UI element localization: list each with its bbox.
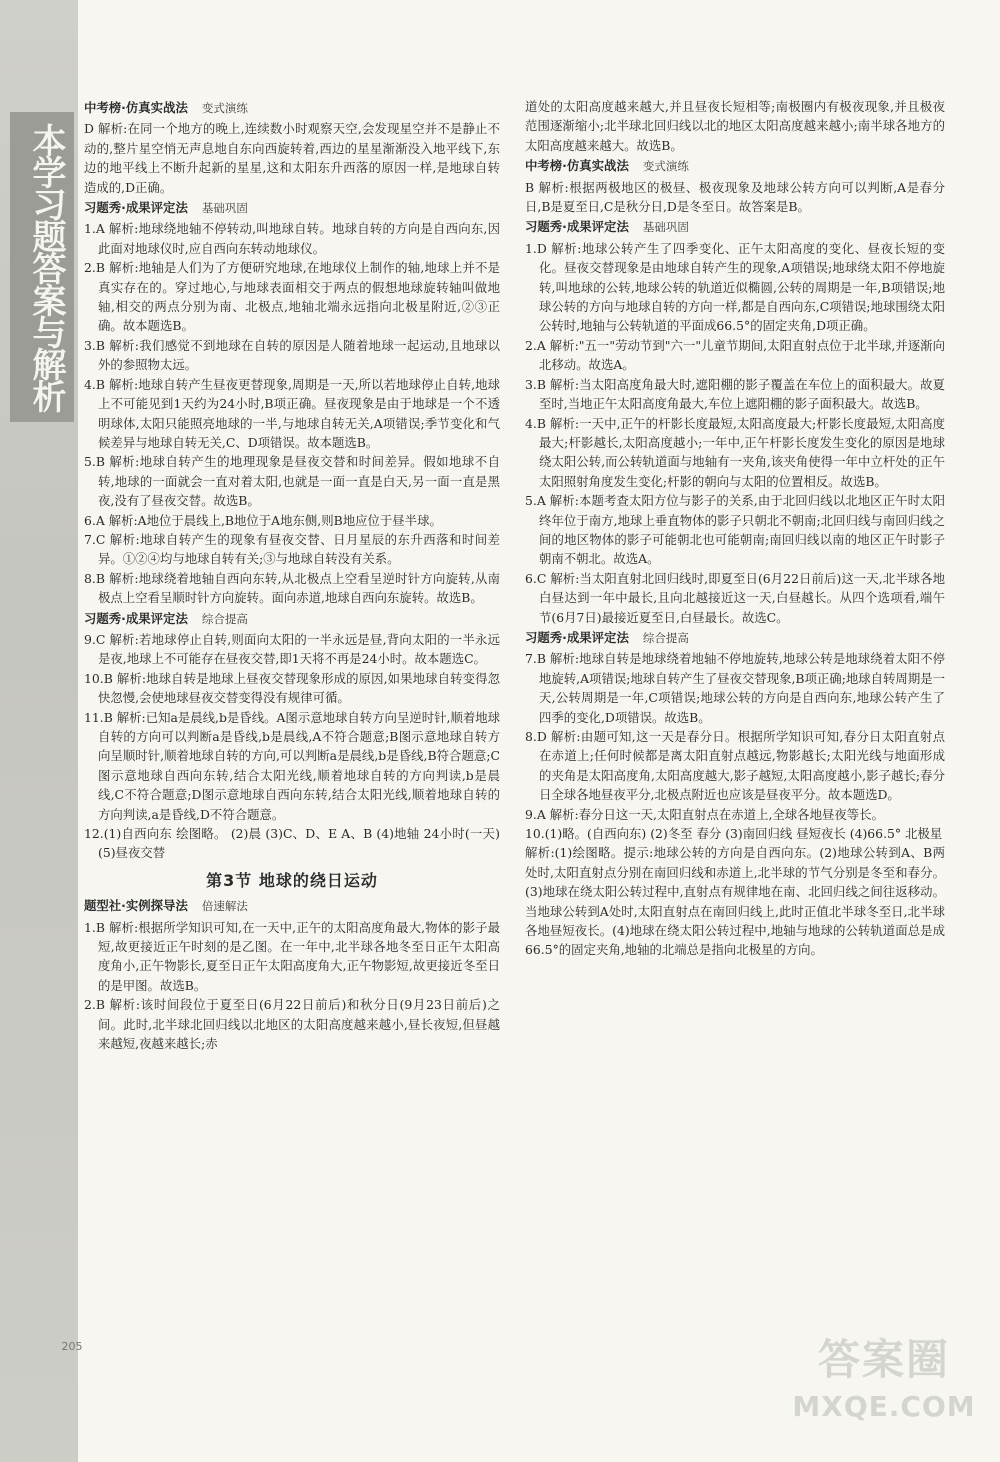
side-title: 本学习题答案与解析 bbox=[10, 112, 74, 422]
section-header-label: 习题秀·成果评定法 bbox=[525, 219, 629, 235]
section-header-label: 习题秀·成果评定法 bbox=[84, 610, 188, 626]
answer-item: 4.B 解析:一天中,正午的杆影长度最短,太阳高度最大;杆影长度最短,太阳高度最大;杆影越长,太阳高度越小;一年中,正午杆影长度发生变化的原因是地球绕太阳公转,而公转轨道面与地轴有一夹角,该夹角使得一年中立杆处的正午太阳照射角度发生变化;杆影的朝向与太阳的位置相反。故选B。 bbox=[525, 415, 945, 489]
section-header bbox=[84, 98, 500, 118]
section-header-label: 中考榜·仿真实战法 bbox=[525, 158, 629, 174]
section-header-sub: 变式演练 bbox=[642, 159, 689, 174]
watermark-url: MXQE.COM bbox=[792, 1390, 976, 1423]
section-header bbox=[84, 609, 500, 629]
answer-item: 5.A 解析:本题考查太阳方位与影子的关系,由于北回归线以北地区正午时太阳终年位于南方,地球上垂直物体的影子只朝北不朝南;北回归线与南回归线之间的地区物体的影子可能朝北也可能朝南;南回归线以南的地区正午时影子朝南不朝北。故选A。 bbox=[525, 493, 945, 567]
answer-item: 2.B 解析:该时间段位于夏至日(6月22日前后)和秋分日(9月23日前后)之间。此时,北半球北回归线以北地区的太阳高度越来越小,昼长夜短,但昼越来越短,夜越来越长;赤 bbox=[84, 997, 500, 1052]
answer-item: 4.B 解析:地球自转产生昼夜更替现象,周期是一天,所以若地球停止自转,地球上不可能见到1天约为24小时,B项正确。昼夜现象是由于地球是一个不透明球体,太阳只能照亮地球的一半,与地球自转无关,A项错误;季节变化和气候差异与地球自转无关,C、D项错误。故本题选B。 bbox=[84, 376, 500, 450]
answer-item: 10.(1)略。(自西向东) (2)冬至 春分 (3)南回归线 昼短夜长 (4)66.5° 北极星 bbox=[525, 826, 943, 842]
section-header bbox=[525, 628, 945, 648]
answer-item: 3.B 解析:我们感觉不到地球在自转的原因是人随着地球一起运动,且地球以外的参照物太远。 bbox=[84, 337, 500, 373]
answer-item: 9.C 解析:若地球停止自转,则面向太阳的一半永远是昼,背向太阳的一半永远是夜,地球上不可能存在昼夜交替,即1天将不再是24小时。故本题选C。 bbox=[84, 631, 500, 667]
page-number: 205 bbox=[61, 1340, 83, 1353]
section-header-label: 中考榜·仿真实战法 bbox=[84, 100, 188, 115]
section-header-label: 习题秀·成果评定法 bbox=[84, 200, 188, 216]
answer-item: 2.A 解析:"五一"劳动节到"六一"儿童节期间,太阳直射点位于北半球,并逐渐向北移动。故选A。 bbox=[525, 337, 945, 373]
answer-item: 1.A 解析:地球绕地轴不停转动,叫地球自转。地球自转的方向是自西向东,因此面对地球仪时,应自西向东转动地球仪。 bbox=[84, 221, 500, 256]
section-title: 第3节 地球的绕日运动 bbox=[206, 870, 378, 890]
section-header-sub: 基础巩固 bbox=[201, 201, 248, 216]
answer-item: 5.B 解析:地球自转产生的地理现象是昼夜交替和时间差异。假如地球不自转,地球的一面就会一直对着太阳,也就是一面一直是白天,另一面一直是黑夜,没有了昼夜交替。故选B。 bbox=[84, 454, 500, 509]
section-header-sub: 综合提高 bbox=[201, 611, 248, 626]
answer-item: 6.A 解析:A地位于晨线上,B地位于A地东侧,则B地应位于昼半球。 bbox=[84, 512, 442, 528]
section-header-sub: 综合提高 bbox=[642, 630, 689, 645]
section-header bbox=[84, 896, 500, 916]
answer-item: 3.B 解析:当太阳高度角最大时,遮阳棚的影子覆盖在车位上的面积最大。故夏至时,当地正午太阳高度角最大,车位上遮阳棚的影子面积最大。故选B。 bbox=[525, 376, 945, 412]
answer-item: 7.B 解析:地球自转是地球绕着地轴不停地旋转,地球公转是地球绕着太阳不停地旋转,A项错误;地球自转产生了昼夜交替现象,B项正确;地球自转周期是一天,公转周期是一年,C项错误;地球公转的方向是自西向东,地球公转产生了四季的变化,D项错误。故选B。 bbox=[525, 651, 945, 725]
watermark-logo bbox=[786, 1330, 982, 1448]
right-column bbox=[525, 97, 945, 1372]
answer-item: 1.D 解析:地球公转产生了四季变化、正午太阳高度的变化、昼夜长短的变化。昼夜交替现象是由地球自转产生的现象,A项错误;地球绕太阳不停地旋转,叫地球的公转,地球公转的轨道近似椭圆,公转的周期是一年,B项错误;地球公转的方向与地球自转的方向一样,都是自西向东,C项错误;地球围绕太阳公转时,地轴与公转轨道的平面成66.5°的固定夹角,D项正确。 bbox=[525, 240, 945, 334]
answer-item: 8.D 解析:由题可知,这一天是春分日。根据所学知识可知,春分日太阳直射点在赤道上;任何时候都是离太阳直射点越远,物影越长;太阳光线与地面形成的夹角是太阳高度角,太阳高度越大,影子越短,太阳高度越小,影子越长;春分日全球各地昼夜平分,北极点附近也应该是昼夜平分。故本题选D。 bbox=[525, 729, 945, 803]
answer-item: 12.(1)自西向东 绘图略。 (2)晨 (3)C、D、E A、B (4)地轴 24小时(一天) (5)昼夜交替 bbox=[84, 826, 500, 861]
answer-item: 10.B 解析:地球自转是地球上昼夜交替现象形成的原因,如果地球自转变得忽快忽慢,会使地球昼夜交替变得没有规律可循。 bbox=[84, 670, 500, 706]
section-header bbox=[525, 217, 945, 237]
answer-item: 11.B 解析:已知a是晨线,b是昏线。A图示意地球自转方向呈逆时针,顺着地球自转的方向可以判断a是昏线,b是晨线,A不符合题意;B图示意地球自转方向呈顺时针,顺着地球自转的方向,可以判断a是晨线,b是昏线,B符合题意;C图示意地球自西向东转,结合太阳光线,顺着地球自转的方向判读,b是晨线,C不符合题意;D图示意地球自西向东转,结合太阳光线,顺着地球自转的方向判读,a是昏线,D不符合题意。 bbox=[84, 709, 500, 822]
left-column bbox=[84, 97, 500, 1372]
answer-item: 6.C 解析:当太阳直射北回归线时,即夏至日(6月22日前后)这一天,北半球各地白昼达到一年中最长,且向北越接近这一天,白昼越长。从四个选项看,端午节(6月7日)最接近夏至日,白昼最长。故选C。 bbox=[525, 570, 945, 625]
section-header-label: 习题秀·成果评定法 bbox=[525, 629, 629, 645]
section-header-label: 题型社·实例探导法 bbox=[84, 898, 188, 914]
watermark-main: 答案圈 bbox=[817, 1335, 950, 1384]
section-header bbox=[84, 198, 500, 218]
answer-paragraph: 解析:(1)绘图略。提示:地球公转的方向是自西向东。(2)地球公转到A、B两处时,太阳直射点分别在南回归线和赤道上,北半球的节气分别是冬至和春分。(3)地球在绕太阳公转过程中,直射点有规律地在南、北回归线之间往返移动。当地球公转到A处时,太阳直射点在南回归线上,此时正值北半球冬至日,北半球各地昼短夜长。(4)地球在绕太阳公转过程中,地轴与地球的公转轨道面总是成66.5°的固定夹角,地轴的北端总是指向北极星的方向。 bbox=[525, 845, 945, 958]
answer-item: 1.B 解析:根据所学知识可知,在一天中,正午的太阳高度角最大,物体的影子最短,故更接近正午时刻的是乙图。在一年中,北半球各地冬至日正午太阳高度角小,正午物影长,夏至日正午太阳高度角大,正午物影短,故更接近冬至日的是甲图。故选B。 bbox=[84, 919, 500, 993]
answer-item: 7.C 解析:地球自转产生的现象有昼夜交替、日月星辰的东升西落和时间差异。①②④均与地球自转有关;③与地球自转没有关系。 bbox=[84, 531, 500, 567]
answer-paragraph: B 解析:根据两极地区的极昼、极夜现象及地球公转方向可以判断,A是春分日,B是夏至日,C是秋分日,D是冬至日。故答案是B。 bbox=[525, 179, 945, 215]
answer-item: 8.B 解析:地球绕着地轴自西向东转,从北极点上空看呈逆时针方向旋转,从南极点上空看呈顺时针方向旋转。面向赤道,地球自西向东旋转。故选B。 bbox=[84, 570, 500, 606]
section-header bbox=[525, 156, 945, 176]
answer-paragraph: 道处的太阳高度越来越大,并且昼夜长短相等;南极圈内有极夜现象,并且极夜范围逐渐缩小;北半球北回归线以北的地区太阳高度越来越小;南半球各地方的太阳高度越来越大。故选B。 bbox=[525, 99, 945, 153]
section-header-sub: 基础巩固 bbox=[642, 220, 689, 235]
section-header-sub: 倍速解法 bbox=[201, 899, 248, 914]
answer-item: 9.A 解析:春分日这一天,太阳直射点在赤道上,全球各地昼夜等长。 bbox=[525, 806, 884, 822]
answer-paragraph: D 解析:在同一个地方的晚上,连续数小时观察天空,会发现星空并不是静止不动的,整片星空悄无声息地自东向西旋转着,西边的星星渐渐没入地平线下,东边的地平线上不断升起新的星星,这和太阳东升西落的原因一样,是地球自转造成的,D正确。 bbox=[84, 121, 500, 195]
answer-item: 2.B 解析:地轴是人们为了方便研究地球,在地球仪上制作的轴,地球上并不是真实存在的。穿过地心,与地球表面相交于两点的假想地球旋转轴叫做地轴,相交的两点分别为南、北极点,地轴北端永远指向北极星附近,②③正确。故本题选B。 bbox=[84, 260, 500, 334]
section-header-sub: 变式演练 bbox=[201, 101, 248, 115]
